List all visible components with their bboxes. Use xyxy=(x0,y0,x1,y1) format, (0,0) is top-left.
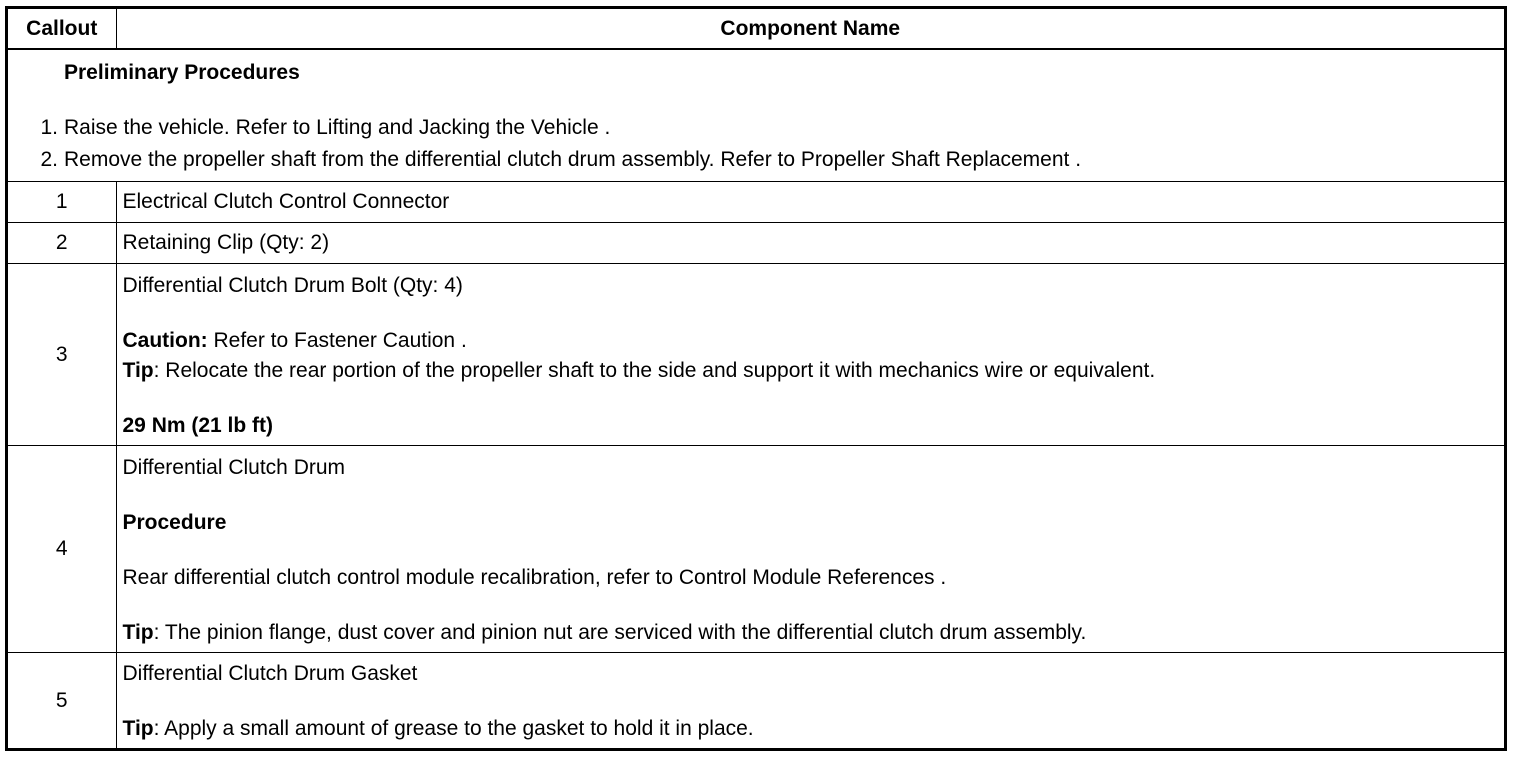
component-table-frame xyxy=(5,6,1507,751)
list-item xyxy=(8,112,1504,144)
callout-column-header: Callout xyxy=(8,9,116,49)
component-name-cell xyxy=(116,653,1504,749)
tip-label: Tip xyxy=(122,358,154,382)
table-row xyxy=(8,653,1504,749)
component-name-column-header: Component Name xyxy=(116,9,1504,49)
tip-text: : Apply a small amount of grease to the gasket to hold it in place. xyxy=(153,717,754,740)
step-number: 2. xyxy=(40,148,58,171)
component-table xyxy=(8,9,1504,748)
component-name-cell xyxy=(116,446,1504,653)
caution-note xyxy=(123,326,1499,356)
preliminary-steps-list xyxy=(8,112,1504,176)
callout-cell: 2 xyxy=(8,223,116,264)
component-name: Differential Clutch Drum xyxy=(122,455,346,479)
step-text: Remove the propeller shaft from the differential clutch drum assembly. Refer to Propeller Shaft Replacement . xyxy=(64,148,1082,171)
callout-cell: 5 xyxy=(8,653,116,749)
torque-spec: 29 Nm (21 lb ft) xyxy=(122,413,274,437)
callout-cell: 3 xyxy=(8,264,116,446)
preliminary-procedures-cell xyxy=(8,49,1504,182)
tip-text: : The pinion flange, dust cover and pinion nut are serviced with the differential clutch drum assembly. xyxy=(153,620,1087,644)
preliminary-procedures-row xyxy=(8,49,1504,182)
caution-label: Caution: xyxy=(122,328,208,352)
tip-label: Tip xyxy=(122,620,154,644)
caution-text: Refer to Fastener Caution . xyxy=(207,328,467,352)
step-number: 1. xyxy=(40,116,58,139)
list-item xyxy=(8,144,1504,176)
component-name: Differential Clutch Drum Gasket xyxy=(122,662,418,685)
callout-cell: 4 xyxy=(8,446,116,653)
component-name-cell xyxy=(116,264,1504,446)
table-row xyxy=(8,264,1504,446)
procedure-text: Rear differential clutch control module recalibration, refer to Control Module References . xyxy=(122,565,947,589)
tip-note xyxy=(123,618,1499,648)
tip-label: Tip xyxy=(122,717,154,740)
tip-note xyxy=(123,356,1499,386)
table-row xyxy=(8,182,1504,223)
callout-cell: 1 xyxy=(8,182,116,223)
step-text: Raise the vehicle. Refer to Lifting and Jacking the Vehicle . xyxy=(64,116,611,139)
component-name: Differential Clutch Drum Bolt (Qty: 4) xyxy=(122,273,463,297)
procedure-label: Procedure xyxy=(122,510,227,534)
table-row xyxy=(8,446,1504,653)
component-name-cell: Electrical Clutch Control Connector xyxy=(116,182,1504,223)
preliminary-procedures-title: Preliminary Procedures xyxy=(64,61,300,84)
table-row xyxy=(8,223,1504,264)
table-header-row xyxy=(8,9,1504,49)
tip-text: : Relocate the rear portion of the propeller shaft to the side and support it with mechanics wire or equivalent. xyxy=(153,358,1156,382)
tip-note xyxy=(123,714,1499,744)
component-name-cell: Retaining Clip (Qty: 2) xyxy=(116,223,1504,264)
